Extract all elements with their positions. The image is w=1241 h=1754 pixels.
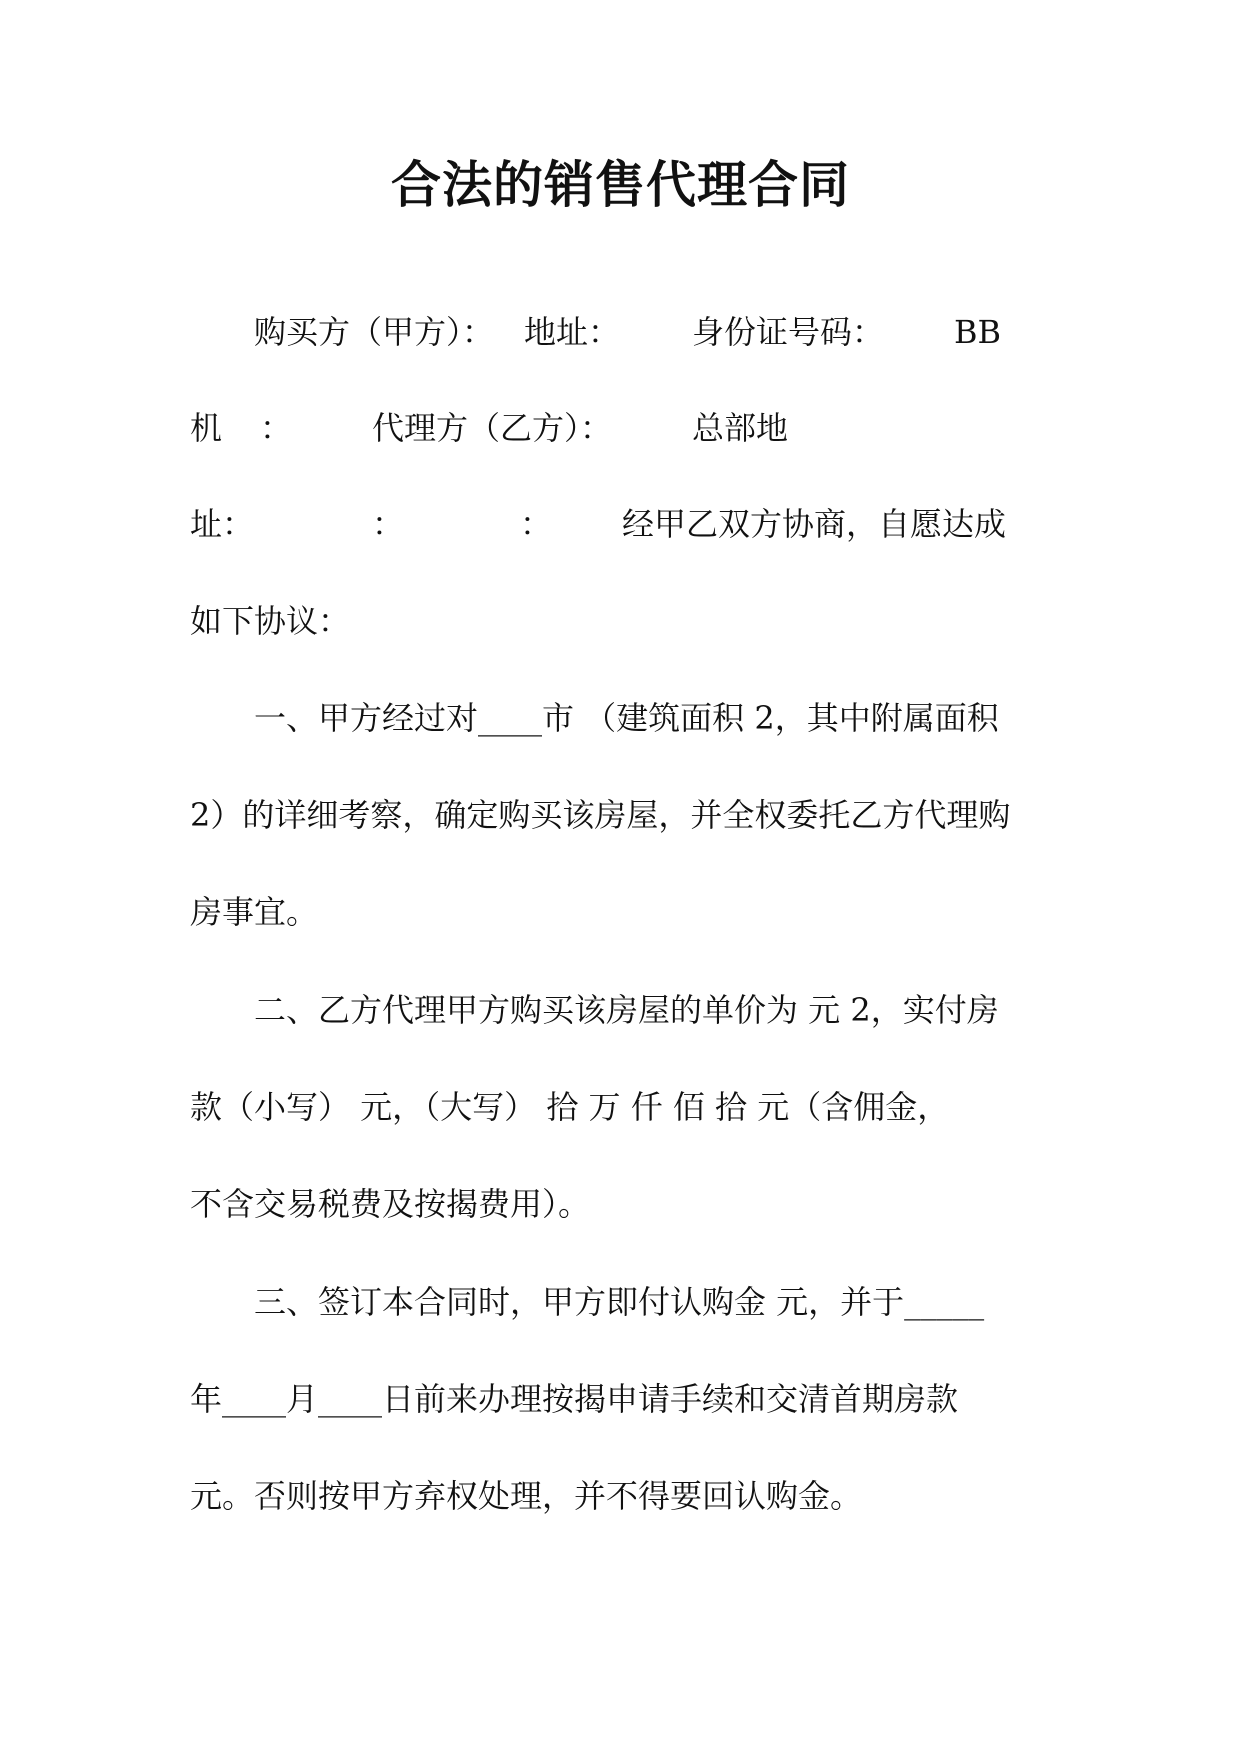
clause-3-line-2: 年____月____日前来办理按揭申请手续和交清首期房款 bbox=[190, 1380, 959, 1418]
buyer-label: 购买方（甲方）： bbox=[254, 313, 495, 351]
clause-2-line-2: 款（小写） 元，（大写） 拾 万 仟 佰 拾 元（含佣金， bbox=[190, 1088, 950, 1126]
colon-mark: ： bbox=[520, 505, 553, 543]
colon-mark: ： bbox=[260, 409, 293, 447]
document-title: 合法的销售代理合同 bbox=[391, 155, 850, 214]
clause-3-line-3: 元。否则按甲方弃权处理，并不得要回认购金。 bbox=[190, 1477, 863, 1515]
headquarters-label: 总部地 bbox=[692, 409, 789, 447]
bb-label-continued: 机 bbox=[190, 409, 223, 447]
clause-1-line-2: 2）的详细考察，确定购买该房屋，并全权委托乙方代理购 bbox=[190, 796, 1011, 834]
clause-3-line-1: 三、签订本合同时，甲方即付认购金 元，并于_____ bbox=[254, 1283, 985, 1321]
clause-1-line-3: 房事宜。 bbox=[190, 893, 319, 931]
clause-1-line-1: 一、甲方经过对____市 （建筑面积 2，其中附属面积 bbox=[254, 699, 999, 737]
clause-2-line-1: 二、乙方代理甲方购买该房屋的单价为 元 2，实付房 bbox=[254, 991, 999, 1029]
headquarters-label-continued: 址： bbox=[190, 505, 255, 543]
bb-label: BB bbox=[954, 313, 1002, 351]
address-label: 地址： bbox=[524, 313, 621, 351]
id-number-label: 身份证号码： bbox=[692, 313, 885, 351]
agreement-intro: 经甲乙双方协商，自愿达成 bbox=[622, 505, 1007, 543]
colon-mark: ： bbox=[372, 505, 405, 543]
clause-2-line-3: 不含交易税费及按揭费用）。 bbox=[190, 1185, 591, 1223]
agreement-intro-continued: 如下协议： bbox=[190, 602, 351, 640]
agent-label: 代理方（乙方）： bbox=[372, 409, 613, 447]
